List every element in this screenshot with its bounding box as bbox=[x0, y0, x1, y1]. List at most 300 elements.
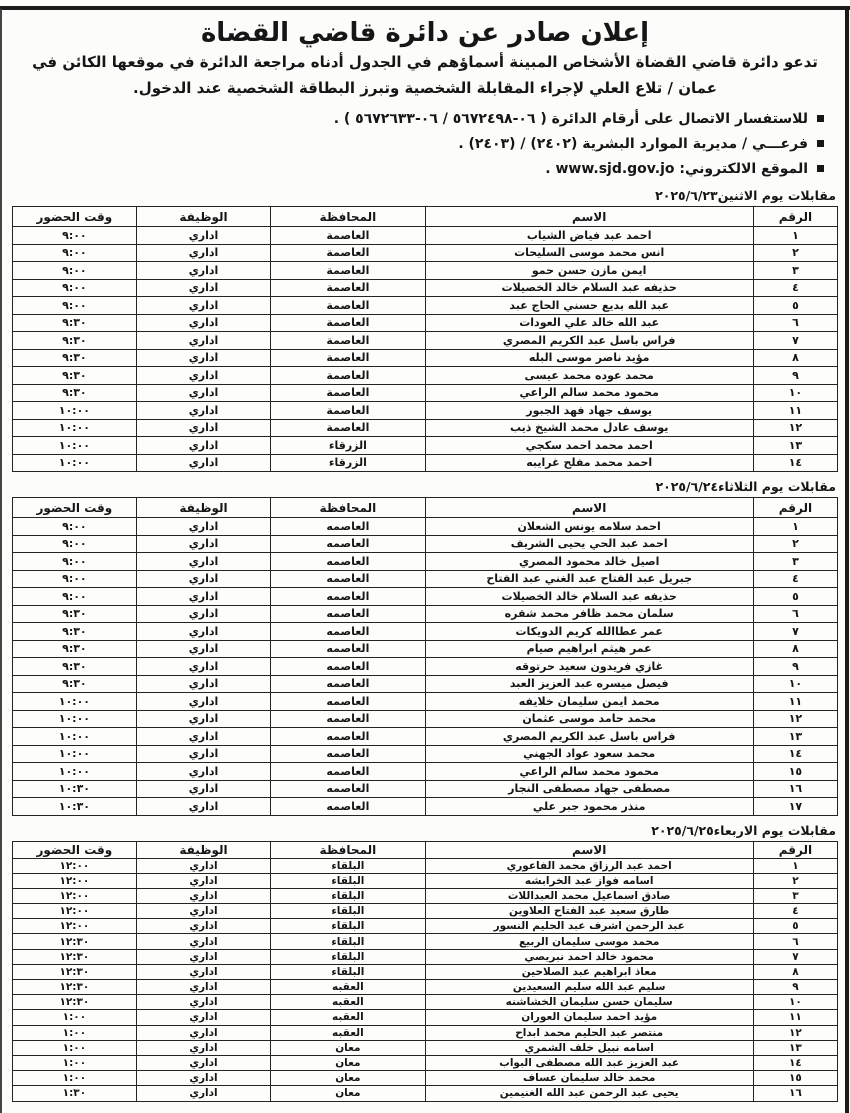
cell-name: احمد محمد احمد سكجي bbox=[425, 437, 753, 455]
cell-job: اداري bbox=[136, 297, 270, 315]
cell-job: اداري bbox=[136, 588, 270, 606]
cell-time: ٩:٠٠ bbox=[13, 518, 137, 536]
cell-name: محمد سعود عواد الجهني bbox=[425, 745, 753, 763]
cell-time: ٩:٠٠ bbox=[13, 297, 137, 315]
cell-job: اداري bbox=[136, 745, 270, 763]
cell-governorate: العاصمة bbox=[271, 384, 425, 402]
cell-number: ١٢ bbox=[753, 419, 837, 437]
table-row bbox=[13, 227, 838, 245]
column-header: الرقم bbox=[753, 498, 837, 518]
cell-name: عبد الرحمن اشرف عبد الحليم النسور bbox=[425, 919, 753, 934]
table-row bbox=[13, 888, 838, 903]
cell-job: اداري bbox=[136, 640, 270, 658]
cell-number: ٢ bbox=[753, 244, 837, 262]
interviews-table bbox=[12, 206, 838, 472]
cell-name: عبد العزيز عبد الله مصطفى البواب bbox=[425, 1055, 753, 1070]
cell-time: ٩:٠٠ bbox=[13, 227, 137, 245]
cell-number: ٨ bbox=[753, 640, 837, 658]
cell-governorate: البلقاء bbox=[271, 904, 425, 919]
cell-job: اداري bbox=[136, 780, 270, 798]
cell-job: اداري bbox=[136, 1040, 270, 1055]
header-row bbox=[13, 207, 838, 227]
cell-name: مؤيد احمد سليمان العوران bbox=[425, 1010, 753, 1025]
cell-number: ٧ bbox=[753, 332, 837, 350]
cell-name: سليم عبد الله سليم السعيدين bbox=[425, 980, 753, 995]
cell-governorate: العاصمه bbox=[271, 798, 425, 816]
cell-time: ١٢:٣٠ bbox=[13, 949, 137, 964]
cell-governorate: العاصمة bbox=[271, 279, 425, 297]
cell-time: ١٢:٣٠ bbox=[13, 964, 137, 979]
cell-governorate: العاصمه bbox=[271, 728, 425, 746]
cell-job: اداري bbox=[136, 1055, 270, 1070]
cell-name: محمود خالد احمد نبريصي bbox=[425, 949, 753, 964]
cell-job: اداري bbox=[136, 349, 270, 367]
cell-number: ١٠ bbox=[753, 384, 837, 402]
cell-governorate: الزرقاء bbox=[271, 454, 425, 472]
cell-time: ١٢:٠٠ bbox=[13, 873, 137, 888]
cell-name: صادق اسماعيل محمد العبداللات bbox=[425, 888, 753, 903]
cell-time: ١٠:٠٠ bbox=[13, 745, 137, 763]
cell-job: اداري bbox=[136, 1071, 270, 1086]
cell-number: ٧ bbox=[753, 949, 837, 964]
table-row bbox=[13, 605, 838, 623]
bullet-text: فرعـــي / مديرية الموارد البشرية (٢٤٠٢) / (٢٤٠٣) . bbox=[458, 135, 808, 152]
cell-governorate: معان bbox=[271, 1055, 425, 1070]
cell-time: ٩:٣٠ bbox=[13, 623, 137, 641]
bullet-list bbox=[10, 106, 824, 181]
cell-time: ١٢:٣٠ bbox=[13, 934, 137, 949]
cell-number: ٨ bbox=[753, 964, 837, 979]
cell-job: اداري bbox=[136, 728, 270, 746]
table-row bbox=[13, 995, 838, 1010]
cell-governorate: العاصمة bbox=[271, 314, 425, 332]
cell-job: اداري bbox=[136, 964, 270, 979]
cell-name: محمد خالد سليمان عساف bbox=[425, 1071, 753, 1086]
table-row bbox=[13, 658, 838, 676]
cell-name: حذيفه عبد السلام خالد الخصيلات bbox=[425, 588, 753, 606]
cell-name: عمر هيثم ابراهيم صيام bbox=[425, 640, 753, 658]
table-row bbox=[13, 244, 838, 262]
cell-governorate: العاصمة bbox=[271, 332, 425, 350]
cell-governorate: العاصمه bbox=[271, 605, 425, 623]
cell-name: منتصر عبد الحليم محمد ابداح bbox=[425, 1025, 753, 1040]
cell-time: ١٠:٣٠ bbox=[13, 798, 137, 816]
cell-job: اداري bbox=[136, 995, 270, 1010]
cell-governorate: العاصمه bbox=[271, 623, 425, 641]
cell-governorate: معان bbox=[271, 1040, 425, 1055]
cell-name: يوسف عادل محمد الشيخ ذيب bbox=[425, 419, 753, 437]
cell-time: ١٢:٠٠ bbox=[13, 904, 137, 919]
cell-time: ١٠:٠٠ bbox=[13, 419, 137, 437]
cell-job: اداري bbox=[136, 710, 270, 728]
table-row bbox=[13, 279, 838, 297]
cell-time: ٩:٣٠ bbox=[13, 384, 137, 402]
cell-name: محمد عوده محمد عيسى bbox=[425, 367, 753, 385]
cell-name: فيصل ميسره عبد العزيز العبد bbox=[425, 675, 753, 693]
bullet-icon bbox=[817, 140, 824, 147]
cell-time: ١٢:٣٠ bbox=[13, 995, 137, 1010]
cell-time: ١٠:٠٠ bbox=[13, 402, 137, 420]
cell-number: ٢ bbox=[753, 535, 837, 553]
cell-time: ٩:٠٠ bbox=[13, 535, 137, 553]
cell-number: ١٥ bbox=[753, 1071, 837, 1086]
cell-job: اداري bbox=[136, 1086, 270, 1101]
table-row bbox=[13, 980, 838, 995]
column-header: الرقم bbox=[753, 207, 837, 227]
column-header: الاسم bbox=[425, 498, 753, 518]
cell-job: اداري bbox=[136, 675, 270, 693]
cell-governorate: العاصمة bbox=[271, 349, 425, 367]
table-row bbox=[13, 332, 838, 350]
cell-governorate: العاصمه bbox=[271, 710, 425, 728]
cell-time: ٩:٣٠ bbox=[13, 675, 137, 693]
table-row bbox=[13, 858, 838, 873]
cell-time: ٩:٣٠ bbox=[13, 605, 137, 623]
cell-time: ١٠:٠٠ bbox=[13, 693, 137, 711]
cell-governorate: العاصمة bbox=[271, 367, 425, 385]
cell-governorate: العاصمه bbox=[271, 675, 425, 693]
cell-name: يوسف جهاد فهد الجبور bbox=[425, 402, 753, 420]
cell-job: اداري bbox=[136, 888, 270, 903]
cell-number: ١٢ bbox=[753, 710, 837, 728]
column-header: الوظيفة bbox=[136, 207, 270, 227]
right-frame-line bbox=[845, 9, 849, 1113]
interviews-table bbox=[12, 497, 838, 816]
table-row bbox=[13, 904, 838, 919]
cell-number: ٦ bbox=[753, 314, 837, 332]
cell-governorate: العاصمه bbox=[271, 693, 425, 711]
cell-name: عمر عطاالله كريم الدويكات bbox=[425, 623, 753, 641]
cell-job: اداري bbox=[136, 227, 270, 245]
cell-number: ١٧ bbox=[753, 798, 837, 816]
table-row bbox=[13, 964, 838, 979]
table-row bbox=[13, 454, 838, 472]
cell-governorate: البلقاء bbox=[271, 873, 425, 888]
cell-name: اصيل خالد محمود المصري bbox=[425, 553, 753, 571]
cell-number: ٧ bbox=[753, 623, 837, 641]
bullet-text: للاستفسار الاتصال على أرقام الدائرة ( ٠٦-٥٦٧٢٤٩٨ / ٠٦-٥٦٧٢٦٣٣ ) . bbox=[333, 110, 808, 127]
table-row bbox=[13, 1025, 838, 1040]
cell-governorate: العاصمة bbox=[271, 297, 425, 315]
cell-time: ٩:٣٠ bbox=[13, 332, 137, 350]
table-row bbox=[13, 745, 838, 763]
cell-time: ٩:٣٠ bbox=[13, 658, 137, 676]
cell-name: محمد ايمن سليمان خلايفه bbox=[425, 693, 753, 711]
cell-number: ١ bbox=[753, 227, 837, 245]
cell-name: اسامه فواز عبد الخرابشه bbox=[425, 873, 753, 888]
cell-job: اداري bbox=[136, 980, 270, 995]
cell-governorate: العقبه bbox=[271, 980, 425, 995]
cell-job: اداري bbox=[136, 314, 270, 332]
cell-job: اداري bbox=[136, 384, 270, 402]
cell-name: انس محمد موسى السليحات bbox=[425, 244, 753, 262]
cell-time: ١:٠٠ bbox=[13, 1055, 137, 1070]
table-row bbox=[13, 640, 838, 658]
cell-time: ١:٠٠ bbox=[13, 1010, 137, 1025]
cell-name: عبد الله بديع حسني الحاج عبد bbox=[425, 297, 753, 315]
header-row bbox=[13, 498, 838, 518]
table-row bbox=[13, 728, 838, 746]
table-row bbox=[13, 710, 838, 728]
cell-job: اداري bbox=[136, 244, 270, 262]
table-row bbox=[13, 949, 838, 964]
cell-governorate: العقبه bbox=[271, 1025, 425, 1040]
cell-name: سليمان حسن سليمان الخشاشنه bbox=[425, 995, 753, 1010]
table-row bbox=[13, 262, 838, 280]
column-header: الوظيفة bbox=[136, 498, 270, 518]
cell-time: ١٠:٣٠ bbox=[13, 780, 137, 798]
cell-number: ١١ bbox=[753, 693, 837, 711]
table-row bbox=[13, 1086, 838, 1101]
cell-job: اداري bbox=[136, 332, 270, 350]
cell-number: ١٢ bbox=[753, 1025, 837, 1040]
top-double-rule bbox=[0, 6, 850, 10]
column-header: المحافظة bbox=[271, 498, 425, 518]
table-row bbox=[13, 297, 838, 315]
table-row bbox=[13, 349, 838, 367]
cell-governorate: البلقاء bbox=[271, 858, 425, 873]
cell-governorate: البلقاء bbox=[271, 934, 425, 949]
cell-governorate: العاصمه bbox=[271, 763, 425, 781]
cell-governorate: العاصمة bbox=[271, 244, 425, 262]
table-row bbox=[13, 419, 838, 437]
column-header: وقت الحضور bbox=[13, 498, 137, 518]
cell-name: حذيفه عبد السلام خالد الخصيلات bbox=[425, 279, 753, 297]
cell-name: احمد عبد فياض الشياب bbox=[425, 227, 753, 245]
cell-time: ٩:٠٠ bbox=[13, 244, 137, 262]
cell-number: ١٤ bbox=[753, 454, 837, 472]
cell-job: اداري bbox=[136, 798, 270, 816]
cell-governorate: البلقاء bbox=[271, 888, 425, 903]
cell-time: ١٢:٣٠ bbox=[13, 980, 137, 995]
column-header: الرقم bbox=[753, 841, 837, 858]
column-header: وقت الحضور bbox=[13, 207, 137, 227]
table-row bbox=[13, 1055, 838, 1070]
cell-name: جبريل عبد الفتاح عبد الغني عبد الفتاح bbox=[425, 570, 753, 588]
cell-job: اداري bbox=[136, 949, 270, 964]
cell-job: اداري bbox=[136, 904, 270, 919]
cell-governorate: العاصمه bbox=[271, 553, 425, 571]
cell-job: اداري bbox=[136, 437, 270, 455]
section-date-heading: مقابلات يوم الثلاثاء٢٠٢٥/٦/٢٤ bbox=[655, 479, 836, 494]
cell-number: ٨ bbox=[753, 349, 837, 367]
cell-number: ١٣ bbox=[753, 728, 837, 746]
sections bbox=[0, 188, 850, 1102]
cell-name: محمد حامد موسى عثمان bbox=[425, 710, 753, 728]
cell-name: مؤيد ناصر موسى البله bbox=[425, 349, 753, 367]
page-title: إعلان صادر عن دائرة قاضي القضاة bbox=[200, 18, 650, 48]
cell-time: ١:٠٠ bbox=[13, 1025, 137, 1040]
cell-time: ١٠:٠٠ bbox=[13, 710, 137, 728]
cell-job: اداري bbox=[136, 763, 270, 781]
cell-time: ١٠:٠٠ bbox=[13, 454, 137, 472]
cell-governorate: العاصمه bbox=[271, 640, 425, 658]
interviews-table bbox=[12, 841, 838, 1102]
cell-job: اداري bbox=[136, 367, 270, 385]
table-row bbox=[13, 570, 838, 588]
cell-job: اداري bbox=[136, 873, 270, 888]
cell-job: اداري bbox=[136, 623, 270, 641]
table-row bbox=[13, 693, 838, 711]
cell-governorate: العاصمة bbox=[271, 419, 425, 437]
cell-number: ١٣ bbox=[753, 437, 837, 455]
cell-number: ٣ bbox=[753, 553, 837, 571]
bullet-item bbox=[10, 156, 824, 181]
cell-number: ١١ bbox=[753, 1010, 837, 1025]
cell-job: اداري bbox=[136, 1010, 270, 1025]
header-row bbox=[13, 841, 838, 858]
table-row bbox=[13, 384, 838, 402]
cell-governorate: العاصمه bbox=[271, 780, 425, 798]
bullet-text: الموقع الالكتروني: www.sjd.gov.jo . bbox=[545, 160, 808, 177]
cell-name: اسامه نبيل خلف الشمري bbox=[425, 1040, 753, 1055]
table-row bbox=[13, 588, 838, 606]
section-date-heading: مقابلات يوم الاربعاء٢٠٢٥/٦/٢٥ bbox=[651, 822, 836, 838]
cell-time: ١٢:٠٠ bbox=[13, 919, 137, 934]
table-row bbox=[13, 402, 838, 420]
cell-job: اداري bbox=[136, 402, 270, 420]
cell-number: ١٦ bbox=[753, 780, 837, 798]
cell-time: ١٢:٠٠ bbox=[13, 858, 137, 873]
cell-name: يحيى عبد الرحمن عبد الله الغنيمين bbox=[425, 1086, 753, 1101]
cell-time: ٩:٠٠ bbox=[13, 588, 137, 606]
table-row bbox=[13, 780, 838, 798]
cell-governorate: البلقاء bbox=[271, 964, 425, 979]
section-date-heading: مقابلات يوم الاثنين٢٠٢٥/٦/٢٣ bbox=[655, 188, 836, 203]
cell-governorate: العاصمه bbox=[271, 588, 425, 606]
table-row bbox=[13, 367, 838, 385]
cell-number: ١٣ bbox=[753, 1040, 837, 1055]
table-row bbox=[13, 1071, 838, 1086]
cell-time: ٩:٠٠ bbox=[13, 279, 137, 297]
cell-time: ٩:٠٠ bbox=[13, 262, 137, 280]
cell-governorate: العاصمه bbox=[271, 518, 425, 536]
bullet-icon bbox=[817, 165, 824, 172]
column-header: وقت الحضور bbox=[13, 841, 137, 858]
cell-governorate: العقبه bbox=[271, 995, 425, 1010]
cell-job: اداري bbox=[136, 454, 270, 472]
column-header: الوظيفة bbox=[136, 841, 270, 858]
cell-number: ١ bbox=[753, 858, 837, 873]
cell-number: ٢ bbox=[753, 873, 837, 888]
cell-number: ٥ bbox=[753, 919, 837, 934]
cell-number: ٥ bbox=[753, 297, 837, 315]
table-row bbox=[13, 553, 838, 571]
bullet-item bbox=[10, 106, 824, 131]
cell-number: ٤ bbox=[753, 279, 837, 297]
cell-governorate: معان bbox=[271, 1086, 425, 1101]
cell-name: غازي فريدون سعيد حرتوقه bbox=[425, 658, 753, 676]
column-header: الاسم bbox=[425, 207, 753, 227]
left-frame-line bbox=[0, 9, 2, 1113]
cell-governorate: العاصمه bbox=[271, 570, 425, 588]
cell-job: اداري bbox=[136, 518, 270, 536]
cell-name: محمد موسى سليمان الربيع bbox=[425, 934, 753, 949]
cell-governorate: البلقاء bbox=[271, 949, 425, 964]
cell-governorate: العاصمه bbox=[271, 535, 425, 553]
table-row bbox=[13, 314, 838, 332]
cell-number: ١٠ bbox=[753, 995, 837, 1010]
cell-time: ٩:٠٠ bbox=[13, 553, 137, 571]
cell-job: اداري bbox=[136, 605, 270, 623]
table-row bbox=[13, 763, 838, 781]
cell-governorate: الزرقاء bbox=[271, 437, 425, 455]
cell-name: مصطفى جهاد مصطفى النجار bbox=[425, 780, 753, 798]
cell-name: عبد الله خالد علي العودات bbox=[425, 314, 753, 332]
cell-job: اداري bbox=[136, 570, 270, 588]
cell-number: ١٦ bbox=[753, 1086, 837, 1101]
cell-name: ايمن مازن حسن حمو bbox=[425, 262, 753, 280]
column-header: المحافظة bbox=[271, 841, 425, 858]
table-row bbox=[13, 798, 838, 816]
cell-name: معاذ ابراهيم عبد الصلاحين bbox=[425, 964, 753, 979]
cell-job: اداري bbox=[136, 658, 270, 676]
cell-number: ٥ bbox=[753, 588, 837, 606]
table-row bbox=[13, 437, 838, 455]
cell-time: ١٢:٠٠ bbox=[13, 888, 137, 903]
table-row bbox=[13, 934, 838, 949]
cell-job: اداري bbox=[136, 535, 270, 553]
cell-number: ١٤ bbox=[753, 745, 837, 763]
cell-number: ١٥ bbox=[753, 763, 837, 781]
cell-number: ١ bbox=[753, 518, 837, 536]
cell-name: سلمان محمد ظافر محمد شقره bbox=[425, 605, 753, 623]
cell-governorate: العاصمة bbox=[271, 262, 425, 280]
cell-time: ١٠:٠٠ bbox=[13, 763, 137, 781]
cell-job: اداري bbox=[136, 419, 270, 437]
cell-time: ٩:٣٠ bbox=[13, 349, 137, 367]
cell-name: فراس باسل عبد الكريم المصري bbox=[425, 728, 753, 746]
cell-governorate: العقبه bbox=[271, 1010, 425, 1025]
cell-name: فراس باسل عبد الكريم المصري bbox=[425, 332, 753, 350]
cell-name: احمد عبد الرزاق محمد الفاعوري bbox=[425, 858, 753, 873]
cell-time: ٩:٣٠ bbox=[13, 640, 137, 658]
cell-job: اداري bbox=[136, 919, 270, 934]
cell-governorate: العاصمه bbox=[271, 658, 425, 676]
cell-governorate: معان bbox=[271, 1071, 425, 1086]
cell-name: احمد محمد مفلح غرايبه bbox=[425, 454, 753, 472]
table-row bbox=[13, 535, 838, 553]
cell-time: ١٠:٠٠ bbox=[13, 728, 137, 746]
table-row bbox=[13, 518, 838, 536]
cell-number: ٤ bbox=[753, 570, 837, 588]
cell-job: اداري bbox=[136, 279, 270, 297]
cell-number: ٩ bbox=[753, 367, 837, 385]
cell-time: ١:٣٠ bbox=[13, 1086, 137, 1101]
cell-job: اداري bbox=[136, 553, 270, 571]
cell-number: ١١ bbox=[753, 402, 837, 420]
table-row bbox=[13, 675, 838, 693]
column-header: الاسم bbox=[425, 841, 753, 858]
cell-number: ٩ bbox=[753, 980, 837, 995]
cell-number: ١٠ bbox=[753, 675, 837, 693]
cell-time: ٩:٠٠ bbox=[13, 570, 137, 588]
cell-time: ٩:٣٠ bbox=[13, 314, 137, 332]
table-row bbox=[13, 873, 838, 888]
cell-governorate: العاصمه bbox=[271, 745, 425, 763]
cell-number: ٤ bbox=[753, 904, 837, 919]
bullet-icon bbox=[817, 115, 824, 122]
cell-number: ٦ bbox=[753, 605, 837, 623]
cell-number: ٣ bbox=[753, 262, 837, 280]
cell-name: محمود محمد سالم الراعي bbox=[425, 384, 753, 402]
cell-number: ٣ bbox=[753, 888, 837, 903]
column-header: المحافظة bbox=[271, 207, 425, 227]
intro-paragraph: تدعو دائرة قاضي القضاة الأشخاص المبينة أسماؤهم في الجدول أدناه مراجعة الدائرة في موقعها الكائن في عمان / تلاع العلي لإجراء المقابلة الشخصية وتبرز البطاقة الشخصية عند الدخول. bbox=[32, 53, 818, 97]
cell-job: اداري bbox=[136, 934, 270, 949]
cell-number: ١٤ bbox=[753, 1055, 837, 1070]
cell-job: اداري bbox=[136, 262, 270, 280]
